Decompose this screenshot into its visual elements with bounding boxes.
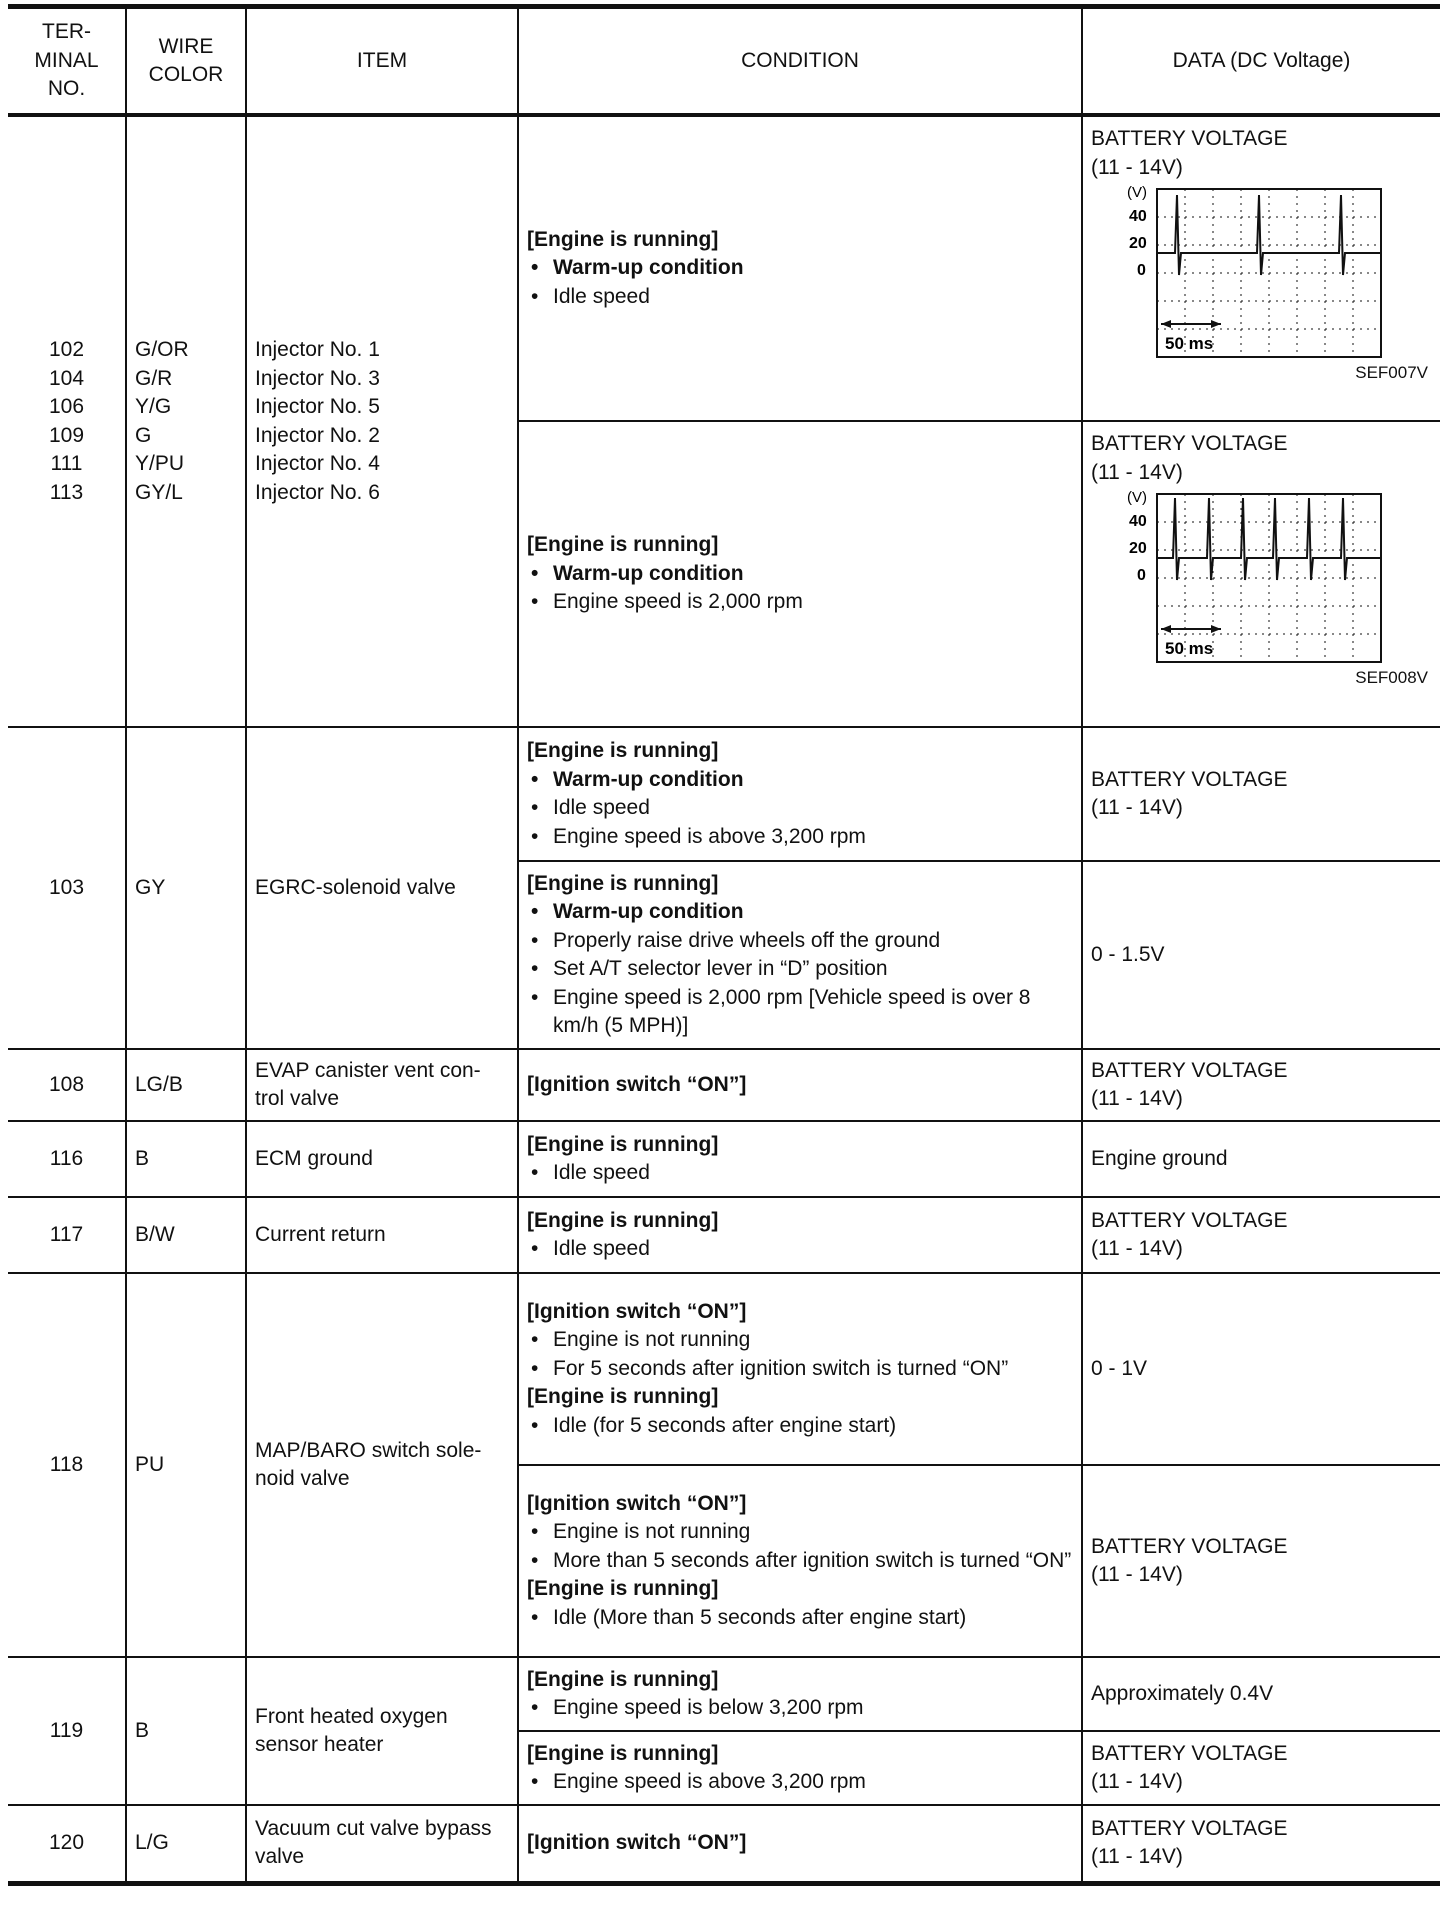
- ecm-terminal-table: [8, 4, 1440, 1886]
- condition-117: [Engine is running] • Idle speed: [518, 1197, 1082, 1273]
- wire-color-103: GY: [126, 727, 246, 1049]
- wave-unit-label: (V): [1127, 490, 1147, 506]
- data-119-b: BATTERY VOLTAGE (11 - 14V): [1082, 1731, 1440, 1805]
- wave-y-label-40: 40: [1129, 513, 1147, 530]
- item-119: Front heated oxygen sensor heater: [246, 1657, 518, 1805]
- terminal-118: 118: [8, 1273, 126, 1657]
- condition-118-a: [Ignition switch “ON”] • Engine is not running • For 5 seconds after ignition switch is turned “ON” [Engine is running] • Idle (for 5 seconds after engine start): [518, 1273, 1082, 1465]
- wire-color-120: L/G: [126, 1805, 246, 1883]
- wave-unit-label: (V): [1127, 185, 1147, 201]
- wave-y-label-0: 0: [1137, 567, 1146, 584]
- figure-code: SEF007V: [1355, 362, 1428, 382]
- item-103: EGRC-solenoid valve: [246, 727, 518, 1049]
- waveform-scope-2000rpm: [1127, 490, 1383, 666]
- wave-y-label-20: 20: [1129, 235, 1147, 252]
- header-data: DATA (DC Voltage): [1082, 7, 1440, 116]
- terminal-117: 117: [8, 1197, 126, 1273]
- data-118-b: BATTERY VOLTAGE (11 - 14V): [1082, 1465, 1440, 1657]
- injector-data-2000rpm: BATTERY VOLTAGE (11 - 14V) (V) 40 20 0 50 ms SEF008V: [1082, 421, 1440, 727]
- injector-condition-2000rpm: [Engine is running] • Warm-up condition • Engine speed is 2,000 rpm: [518, 421, 1082, 727]
- waveform-scope-idle: [1127, 185, 1383, 361]
- item-116: ECM ground: [246, 1121, 518, 1197]
- data-120: BATTERY VOLTAGE (11 - 14V): [1082, 1805, 1440, 1883]
- condition-116: [Engine is running] • Idle speed: [518, 1121, 1082, 1197]
- header-item: ITEM: [246, 7, 518, 116]
- wave-time-label: 50 ms: [1165, 639, 1214, 658]
- terminal-108: 108: [8, 1049, 126, 1121]
- terminal-116: 116: [8, 1121, 126, 1197]
- item-118: MAP/BARO switch sole-noid valve: [246, 1273, 518, 1657]
- data-118-a: 0 - 1V: [1082, 1273, 1440, 1465]
- condition-103-b: [Engine is running] • Warm-up condition • Properly raise drive wheels off the ground • Set A/T selector lever in “D” position • Engine speed is 2,000 rpm [Vehicle speed is over 8 km/h (5 MPH)]: [518, 861, 1082, 1049]
- wire-color-117: B/W: [126, 1197, 246, 1273]
- header-terminal: TER- MINAL NO.: [8, 7, 126, 116]
- wire-color-108: LG/B: [126, 1049, 246, 1121]
- header-condition: CONDITION: [518, 7, 1082, 116]
- wire-color-118: PU: [126, 1273, 246, 1657]
- table-row: [8, 1805, 1440, 1883]
- table-row: [8, 1197, 1440, 1273]
- injector-wire-colors: G/OR G/R Y/G G Y/PU GY/L: [126, 115, 246, 727]
- table-row: [8, 1121, 1440, 1197]
- injector-items: Injector No. 1 Injector No. 3 Injector No. 5 Injector No. 2 Injector No. 4 Injector No. 6: [246, 115, 518, 727]
- item-117: Current return: [246, 1197, 518, 1273]
- figure-code: SEF008V: [1355, 667, 1428, 687]
- condition-120: [Ignition switch “ON”]: [518, 1805, 1082, 1883]
- table-row: [8, 727, 1440, 861]
- terminal-table-sheet: [8, 4, 1440, 1886]
- wire-color-116: B: [126, 1121, 246, 1197]
- injector-terminals: 102 104 106 109 111 113: [8, 115, 126, 727]
- condition-119-b: [Engine is running] • Engine speed is above 3,200 rpm: [518, 1731, 1082, 1805]
- wave-y-label-0: 0: [1137, 262, 1146, 279]
- wire-color-119: B: [126, 1657, 246, 1805]
- table-row: [8, 1657, 1440, 1731]
- wave-y-label-40: 40: [1129, 208, 1147, 225]
- item-120: Vacuum cut valve bypass valve: [246, 1805, 518, 1883]
- table-row: [8, 115, 1440, 421]
- header-row: [8, 7, 1440, 116]
- table-row: [8, 1273, 1440, 1465]
- condition-103-a: [Engine is running] • Warm-up condition • Idle speed • Engine speed is above 3,200 rpm: [518, 727, 1082, 861]
- data-117: BATTERY VOLTAGE (11 - 14V): [1082, 1197, 1440, 1273]
- terminal-103: 103: [8, 727, 126, 1049]
- condition-108: [Ignition switch “ON”]: [518, 1049, 1082, 1121]
- wave-y-label-20: 20: [1129, 540, 1147, 557]
- header-wire-color: WIRE COLOR: [126, 7, 246, 116]
- data-108: BATTERY VOLTAGE (11 - 14V): [1082, 1049, 1440, 1121]
- injector-condition-idle: [Engine is running] • Warm-up condition • Idle speed: [518, 115, 1082, 421]
- injector-data-idle: BATTERY VOLTAGE (11 - 14V) (V) 40 20 0 50 ms SEF007V: [1082, 115, 1440, 421]
- terminal-119: 119: [8, 1657, 126, 1805]
- item-108: EVAP canister vent con-trol valve: [246, 1049, 518, 1121]
- condition-118-b: [Ignition switch “ON”] • Engine is not running • More than 5 seconds after ignition switch is turned “ON” [Engine is running] • Idle (More than 5 seconds after engine start): [518, 1465, 1082, 1657]
- data-103-b: 0 - 1.5V: [1082, 861, 1440, 1049]
- wave-time-label: 50 ms: [1165, 334, 1214, 353]
- table-row: [8, 1049, 1440, 1121]
- data-116: Engine ground: [1082, 1121, 1440, 1197]
- data-119-a: Approximately 0.4V: [1082, 1657, 1440, 1731]
- data-103-a: BATTERY VOLTAGE (11 - 14V): [1082, 727, 1440, 861]
- terminal-120: 120: [8, 1805, 126, 1883]
- condition-119-a: [Engine is running] • Engine speed is below 3,200 rpm: [518, 1657, 1082, 1731]
